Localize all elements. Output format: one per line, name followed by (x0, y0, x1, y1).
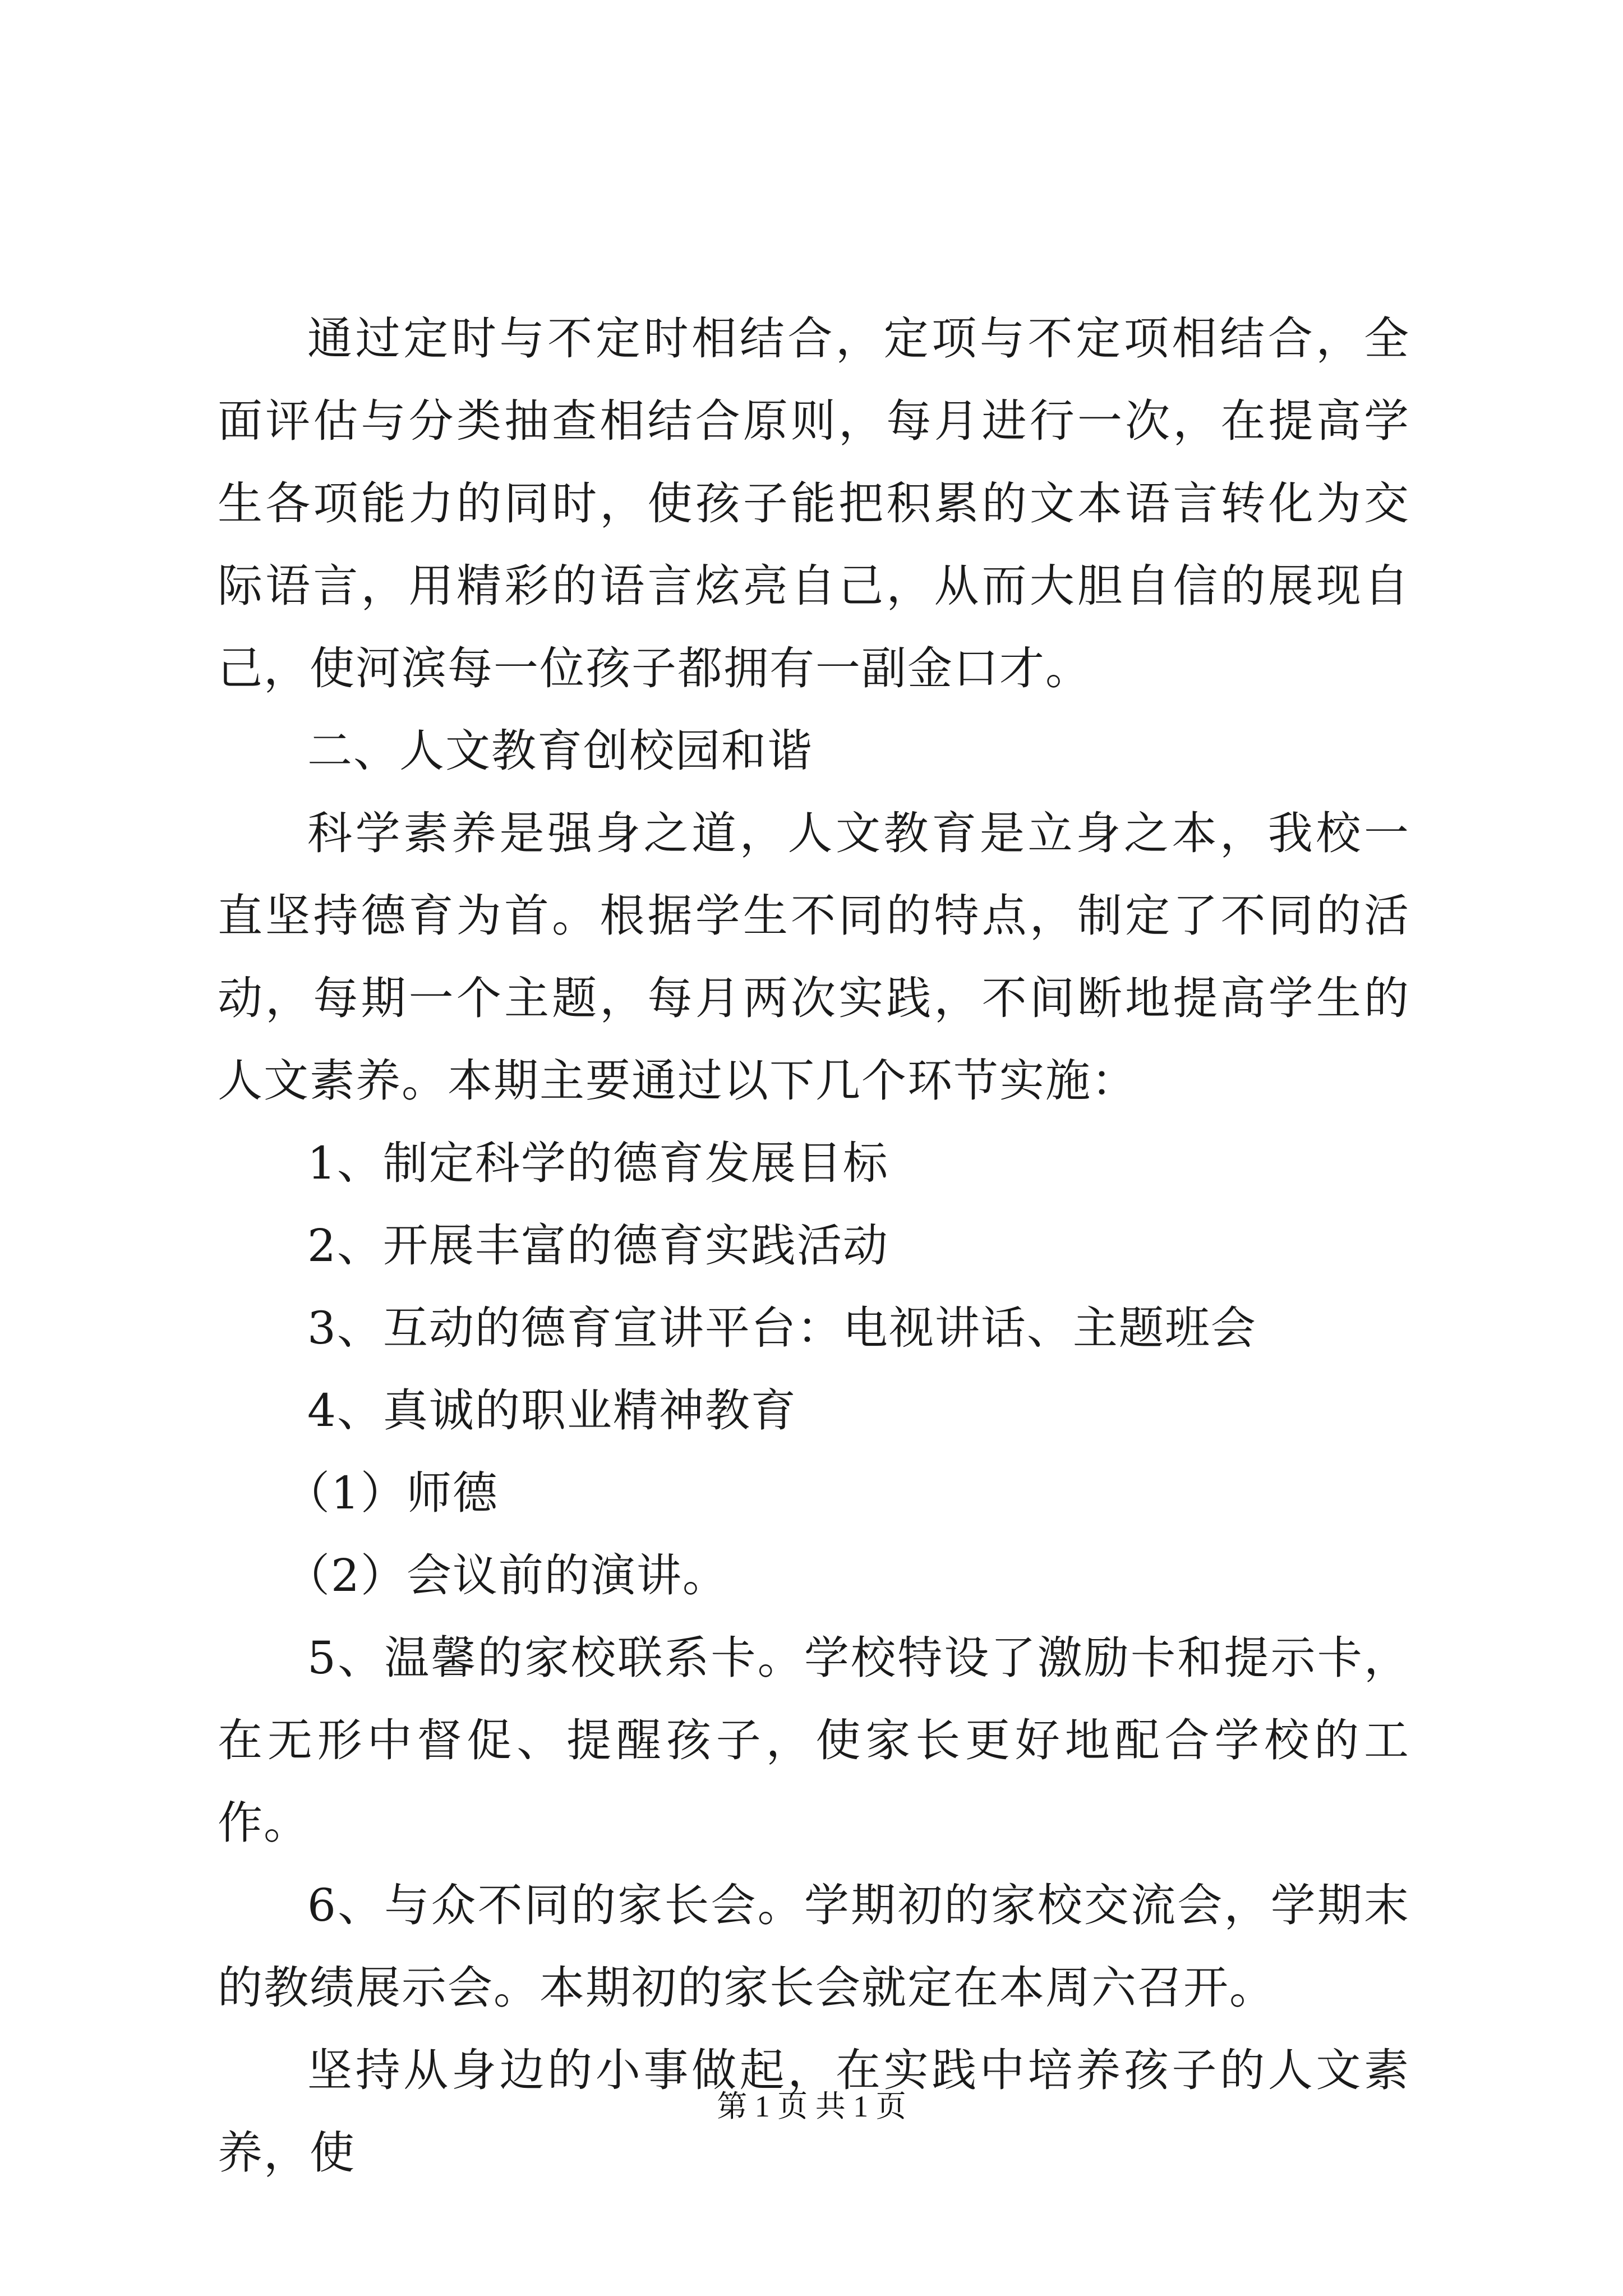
page-footer: 第 1 页 共 1 页 (717, 2090, 906, 2123)
list-item-5: 5、温馨的家校联系卡。学校特设了激励卡和提示卡，在无形中督促、提醒孩子，使家长更好地配合学校的工作。 (218, 1632, 1410, 1849)
list-item-4: 4、真诚的职业精神教育 (307, 1384, 797, 1437)
list-item-6: 6、与众不同的家长会。学期初的家校交流会，学期末的教绩展示会。本期初的家长会就定在本周六召开。 (218, 1879, 1410, 2014)
document-body (218, 297, 1410, 2194)
sub-item-1: （1）师德 (285, 1467, 499, 1519)
paragraph-closing: 坚持从身边的小事做起，在实践中培养孩子的人文素养，使 (218, 2044, 1410, 2179)
list-item-3: 3、互动的德育宣讲平台：电视讲话、主题班会 (307, 1302, 1257, 1354)
sub-item-2: （2）会议前的演讲。 (285, 1549, 728, 1602)
paragraph-evaluation: 通过定时与不定时相结合，定项与不定项相结合，全面评估与分类抽查相结合原则，每月进行一次，在提高学生各项能力的同时，使孩子能把积累的文本语言转化为交际语言，用精彩的语言炫亮自己，从而大胆自信的展现自己，使河滨每一位孩子都拥有一副金口才。 (218, 312, 1410, 694)
list-item-1: 1、制定科学的德育发展目标 (307, 1137, 889, 1189)
list-item-2: 2、开展丰富的德育实践活动 (307, 1220, 889, 1272)
paragraph-humanities-intro: 科学素养是强身之道，人文教育是立身之本，我校一直坚持德育为首。根据学生不同的特点，制定了不同的活动，每期一个主题，每月两次实践，不间断地提高学生的人文素养。本期主要通过以下几个环节实施： (218, 807, 1410, 1107)
section-heading-humanities: 二、人文教育创校园和谐 (307, 725, 813, 777)
